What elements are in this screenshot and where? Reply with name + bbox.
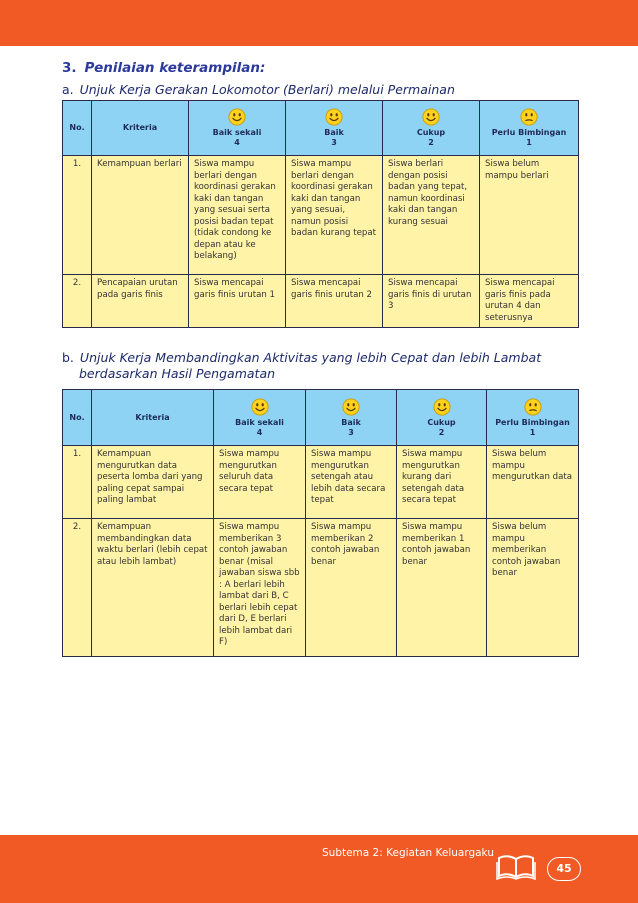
- level-score: 3: [331, 138, 337, 147]
- row-number: 2.: [63, 519, 92, 657]
- header-level-3: [306, 390, 397, 446]
- level-label: Cukup: [416, 128, 446, 137]
- section-title: Penilaian keterampilan:: [84, 60, 266, 76]
- cell-level-4: Siswa mampu mengurutkan seluruh data secara tepat: [214, 446, 306, 519]
- table-b-title-line1: Unjuk Kerja Membandingkan Aktivitas yang lebih Cepat dan lebih Lambat: [79, 350, 542, 365]
- level-score: 4: [234, 138, 240, 147]
- neutral-face-icon: [524, 398, 542, 416]
- smiley-face-icon: [342, 398, 360, 416]
- rubric-table-a: [62, 100, 579, 328]
- level-label: Baik sekali: [212, 128, 262, 137]
- level-label: Baik: [341, 417, 361, 427]
- header-level-2: [383, 101, 480, 156]
- level-label: Perlu Bimbingan: [495, 417, 570, 427]
- table-row: [63, 519, 579, 657]
- row-number: 1.: [63, 156, 92, 275]
- header-level-2: [397, 390, 487, 446]
- cell-level-1: Siswa mencapai garis finis pada urutan 4 dan seterusnya: [480, 275, 579, 328]
- smiley-face-icon: [251, 398, 269, 416]
- footer-subtheme: Subtema 2: Kegiatan Keluargaku: [322, 847, 494, 859]
- table-a-title-text: Unjuk Kerja Gerakan Lokomotor (Berlari) melalui Permainan: [79, 82, 455, 97]
- cell-level-4: Siswa mampu memberikan 3 contoh jawaban benar (misal jawaban siswa sbb : A berlari lebih lambat dari B, C berlari lebih cepat dari D, E berlari lebih lambat dari F): [214, 519, 306, 657]
- level-score: 1: [526, 138, 532, 147]
- header-level-4: [189, 101, 286, 156]
- cell-level-1: Siswa belum mampu mengurutkan data: [487, 446, 579, 519]
- open-book-icon: [496, 852, 536, 880]
- cell-level-2: Siswa berlari dengan posisi badan yang tepat, namun koordinasi kaki dan tangan kurang sesuai: [383, 156, 480, 275]
- page-number-badge: 45: [547, 857, 581, 881]
- header-no: No.: [63, 390, 92, 446]
- cell-level-1: Siswa belum mampu berlari: [480, 156, 579, 275]
- section-heading: [62, 60, 265, 76]
- smiley-face-icon: [228, 108, 246, 126]
- table-row: [63, 275, 579, 328]
- cell-level-4: Siswa mencapai garis finis urutan 1: [189, 275, 286, 328]
- row-criteria: Kemampuan mengurutkan data peserta lomba dari yang paling cepat sampai paling lambat: [92, 446, 214, 519]
- cell-level-3: Siswa mampu berlari dengan koordinasi gerakan kaki dan tangan yang sesuai, namun posisi badan kurang tepat: [286, 156, 383, 275]
- level-score: 2: [428, 138, 434, 147]
- cell-level-2: Siswa mencapai garis finis di urutan 3: [383, 275, 480, 328]
- level-label: Baik: [324, 128, 344, 137]
- smiley-face-icon: [422, 108, 440, 126]
- header-level-4: [214, 390, 306, 446]
- level-score: 4: [256, 427, 263, 437]
- smiley-face-icon: [325, 108, 343, 126]
- level-score: 1: [529, 427, 536, 437]
- row-criteria: Kemampuan membandingkan data waktu berlari (lebih cepat atau lebih lambat): [92, 519, 214, 657]
- header-kriteria: Kriteria: [92, 390, 214, 446]
- table-a-letter: a.: [62, 82, 74, 97]
- table-b-title: [62, 350, 541, 382]
- header-level-3: [286, 101, 383, 156]
- header-level-1: [480, 101, 579, 156]
- level-label: Baik sekali: [235, 417, 284, 427]
- table-b-header-row: [63, 390, 579, 446]
- cell-level-3: Siswa mampu mengurutkan setengah atau lebih data secara tepat: [306, 446, 397, 519]
- row-number: 2.: [63, 275, 92, 328]
- level-label: Perlu Bimbingan: [491, 128, 567, 137]
- rubric-table-b: [62, 389, 579, 657]
- bottom-orange-band: [0, 835, 638, 903]
- row-criteria: Kemampuan berlari: [92, 156, 189, 275]
- level-label: Cukup: [427, 417, 456, 427]
- neutral-face-icon: [520, 108, 538, 126]
- row-number: 1.: [63, 446, 92, 519]
- table-row: [63, 156, 579, 275]
- header-kriteria: Kriteria: [92, 101, 189, 156]
- level-score: 2: [438, 427, 445, 437]
- cell-level-3: Siswa mencapai garis finis urutan 2: [286, 275, 383, 328]
- top-orange-band: [0, 0, 638, 46]
- cell-level-3: Siswa mampu memberikan 2 contoh jawaban benar: [306, 519, 397, 657]
- cell-level-2: Siswa mampu memberikan 1 contoh jawaban benar: [397, 519, 487, 657]
- table-b-letter: b.: [62, 350, 74, 365]
- cell-level-2: Siswa mampu mengurutkan kurang dari setengah data secara tepat: [397, 446, 487, 519]
- level-score: 3: [348, 427, 354, 437]
- table-a-header-row: [63, 101, 579, 156]
- table-b-title-line2: berdasarkan Hasil Pengamatan: [79, 366, 276, 381]
- table-row: [63, 446, 579, 519]
- smiley-face-icon: [433, 398, 451, 416]
- table-a-title: [62, 82, 455, 98]
- cell-level-1: Siswa belum mampu memberikan contoh jawaban benar: [487, 519, 579, 657]
- cell-level-4: Siswa mampu berlari dengan koordinasi gerakan kaki dan tangan yang sesuai serta posisi badan tepat (tidak condong ke depan atau ke belakang): [189, 156, 286, 275]
- header-level-1: [487, 390, 579, 446]
- header-no: No.: [63, 101, 92, 156]
- section-number: 3.: [62, 60, 77, 76]
- row-criteria: Pencapaian urutan pada garis finis: [92, 275, 189, 328]
